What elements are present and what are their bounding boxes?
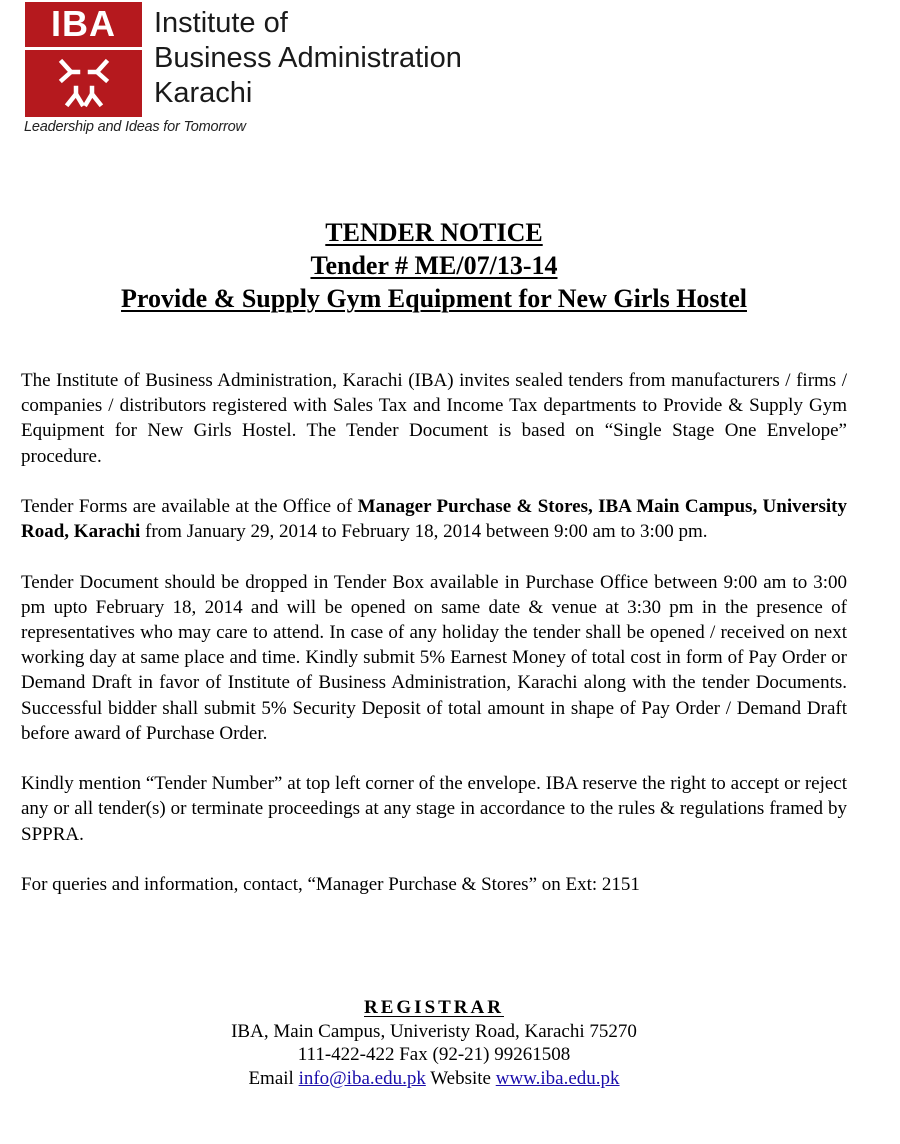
tender-forms-intro: Tender Forms are available at the Office of <box>21 496 358 517</box>
registrar-title: REGISTRAR <box>364 997 504 1018</box>
institute-name <box>154 6 462 111</box>
registrar-phone: 111-422-422 Fax (92-21) 99261508 <box>297 1044 571 1065</box>
paragraph-invitation: The Institute of Business Administration, Karachi (IBA) invites sealed tenders from manufacturers / firms / companies / distributors registered with Sales Tax and Income Tax departments to Provide & Supply Gym Equipment for New Girls Hostel. The Tender Document is based on “Single Stage One Envelope” procedure. <box>21 370 847 467</box>
logo-tagline: Leadership and Ideas for Tomorrow <box>24 119 246 135</box>
paragraph-tender-forms <box>21 494 847 544</box>
registrar-contact-line <box>0 1067 868 1091</box>
logo-mark <box>25 2 142 117</box>
institute-name-line-1: Institute of <box>154 7 288 39</box>
registrar-address: IBA, Main Campus, Univeristy Road, Karachi 75270 <box>231 1020 637 1042</box>
website-link[interactable]: www.iba.edu.pk <box>495 1067 620 1089</box>
notice-title: TENDER NOTICE <box>325 218 543 247</box>
registrar-block <box>0 996 868 1090</box>
website-label: Website <box>425 1067 496 1089</box>
tender-number: Tender # ME/07/13-14 <box>310 251 558 280</box>
tender-subject: Provide & Supply Gym Equipment for New Girls Hostel <box>121 284 747 313</box>
notice-heading <box>0 216 868 315</box>
tender-forms-dates: from January 29, 2014 to February 18, 2014 between 9:00 am to 3:00 pm. <box>140 521 708 543</box>
logo-divider <box>25 47 142 50</box>
paragraph-envelope: Kindly mention “Tender Number” at top left corner of the envelope. IBA reserve the right to accept or reject any or all tender(s) or terminate proceedings at any stage in accordance to the rules & regulations framed by SPPRA. <box>21 773 847 845</box>
notice-body <box>21 368 847 922</box>
iba-logo <box>22 2 522 142</box>
paragraph-contact: For queries and information, contact, “Manager Purchase & Stores” on Ext: 2151 <box>21 874 640 895</box>
institute-name-line-3: Karachi <box>154 77 253 109</box>
institute-name-line-2: Business Administration <box>154 42 462 74</box>
iba-arrows-emblem-icon <box>58 56 110 108</box>
email-label: Email <box>248 1067 299 1089</box>
logo-letters: IBA <box>25 2 142 46</box>
paragraph-submission: Tender Document should be dropped in Tender Box available in Purchase Office between 9:00 am to 3:00 pm upto February 18, 2014 and will be opened on same date & venue at 3:30 pm in the presence of representatives who may care to attend. In case of any holiday the tender shall be opened / received on next working day at same place and time. Kindly submit 5% Earnest Money of total cost in form of Pay Order or Demand Draft in favor of Institute of Business Administration, Karachi along with the tender Documents. Successful bidder shall submit 5% Security Deposit of total amount in shape of Pay Order / Demand Draft before award of Purchase Order. <box>21 571 847 744</box>
email-link[interactable]: info@iba.edu.pk <box>298 1067 426 1089</box>
office-location: Manager Purchase & Stores, IBA Main Campus, University Road, Karachi <box>21 496 847 543</box>
